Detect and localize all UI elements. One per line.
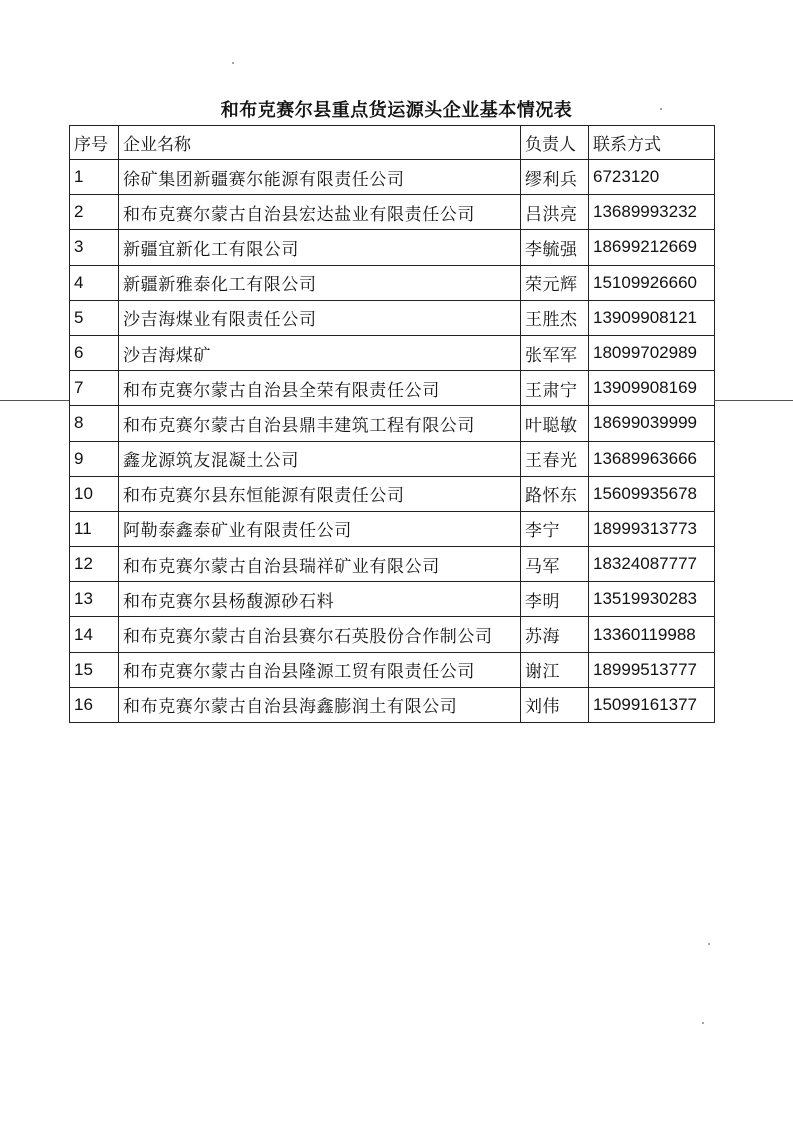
row-seq: 16 [70,687,119,722]
row-person: 马军 [521,547,589,582]
row-person: 王肃宁 [521,371,589,406]
table-row [70,476,715,511]
table-row [70,441,715,476]
row-seq: 5 [70,300,119,335]
row-phone: 18999513777 [589,652,715,687]
page-title: 和布克赛尔县重点货运源头企业基本情况表 [220,100,573,121]
row-company: 和布克赛尔蒙古自治县隆源工贸有限责任公司 [119,652,521,687]
row-company: 和布克赛尔蒙古自治县瑞祥矿业有限公司 [119,547,521,582]
table-row [70,406,715,441]
row-person: 李毓强 [521,230,589,265]
row-person: 李明 [521,582,589,617]
row-company: 徐矿集团新疆赛尔能源有限责任公司 [119,160,521,195]
row-seq: 1 [70,160,119,195]
row-seq: 9 [70,441,119,476]
row-phone: 15609935678 [589,476,715,511]
table-row [70,547,715,582]
row-seq: 2 [70,195,119,230]
table-row [70,511,715,546]
row-person: 吕洪亮 [521,195,589,230]
scan-speck [660,108,662,110]
row-company: 和布克赛尔蒙古自治县宏达盐业有限责任公司 [119,195,521,230]
scan-speck [232,62,234,64]
row-phone: 13519930283 [589,582,715,617]
row-company: 和布克赛尔蒙古自治县鼎丰建筑工程有限公司 [119,406,521,441]
row-person: 刘伟 [521,687,589,722]
row-phone: 13360119988 [589,617,715,652]
row-seq: 6 [70,335,119,370]
row-person: 谢江 [521,652,589,687]
row-person: 张军军 [521,335,589,370]
row-phone: 18699039999 [589,406,715,441]
row-phone: 13909908121 [589,300,715,335]
table-row [70,300,715,335]
row-person: 王胜杰 [521,300,589,335]
table-row [70,160,715,195]
table-row [70,335,715,370]
table-header-row [70,126,715,160]
header-contact: 联系方式 [589,126,715,160]
table-row [70,265,715,300]
row-company: 沙吉海煤业有限责任公司 [119,300,521,335]
row-company: 和布克赛尔蒙古自治县海鑫膨润土有限公司 [119,687,521,722]
row-phone: 18699212669 [589,230,715,265]
scan-speck [702,1022,704,1024]
scan-line-right [714,400,793,401]
row-phone: 15109926660 [589,265,715,300]
table-row [70,230,715,265]
table-row [70,582,715,617]
table-row [70,371,715,406]
row-seq: 14 [70,617,119,652]
row-phone: 13909908169 [589,371,715,406]
row-person: 苏海 [521,617,589,652]
row-company: 新疆新雅泰化工有限公司 [119,265,521,300]
enterprise-table [69,125,715,723]
row-seq: 10 [70,476,119,511]
row-seq: 3 [70,230,119,265]
row-company: 鑫龙源筑友混凝土公司 [119,441,521,476]
row-phone: 6723120 [589,160,715,195]
row-seq: 7 [70,371,119,406]
row-phone: 18324087777 [589,547,715,582]
table-row [70,195,715,230]
row-phone: 18999313773 [589,511,715,546]
table-row [70,652,715,687]
row-company: 和布克赛尔蒙古自治县赛尔石英股份合作制公司 [119,617,521,652]
row-seq: 4 [70,265,119,300]
row-phone: 15099161377 [589,687,715,722]
row-person: 荣元辉 [521,265,589,300]
row-phone: 18099702989 [589,335,715,370]
row-seq: 12 [70,547,119,582]
row-company: 和布克赛尔县杨馥源砂石料 [119,582,521,617]
row-company: 和布克赛尔县东恒能源有限责任公司 [119,476,521,511]
row-company: 沙吉海煤矿 [119,335,521,370]
row-phone: 13689963666 [589,441,715,476]
row-person: 路怀东 [521,476,589,511]
table-row [70,687,715,722]
row-person: 缪利兵 [521,160,589,195]
header-company: 企业名称 [119,126,521,160]
row-seq: 8 [70,406,119,441]
row-company: 阿勒泰鑫泰矿业有限责任公司 [119,511,521,546]
row-person: 李宁 [521,511,589,546]
header-person: 负责人 [521,126,589,160]
row-phone: 13689993232 [589,195,715,230]
scan-speck [708,943,710,945]
row-seq: 13 [70,582,119,617]
row-seq: 11 [70,511,119,546]
header-seq: 序号 [70,126,119,160]
scan-line-left [0,400,69,401]
table-row [70,617,715,652]
row-person: 叶聪敏 [521,406,589,441]
row-person: 王春光 [521,441,589,476]
row-seq: 15 [70,652,119,687]
row-company: 新疆宜新化工有限公司 [119,230,521,265]
row-company: 和布克赛尔蒙古自治县全荣有限责任公司 [119,371,521,406]
